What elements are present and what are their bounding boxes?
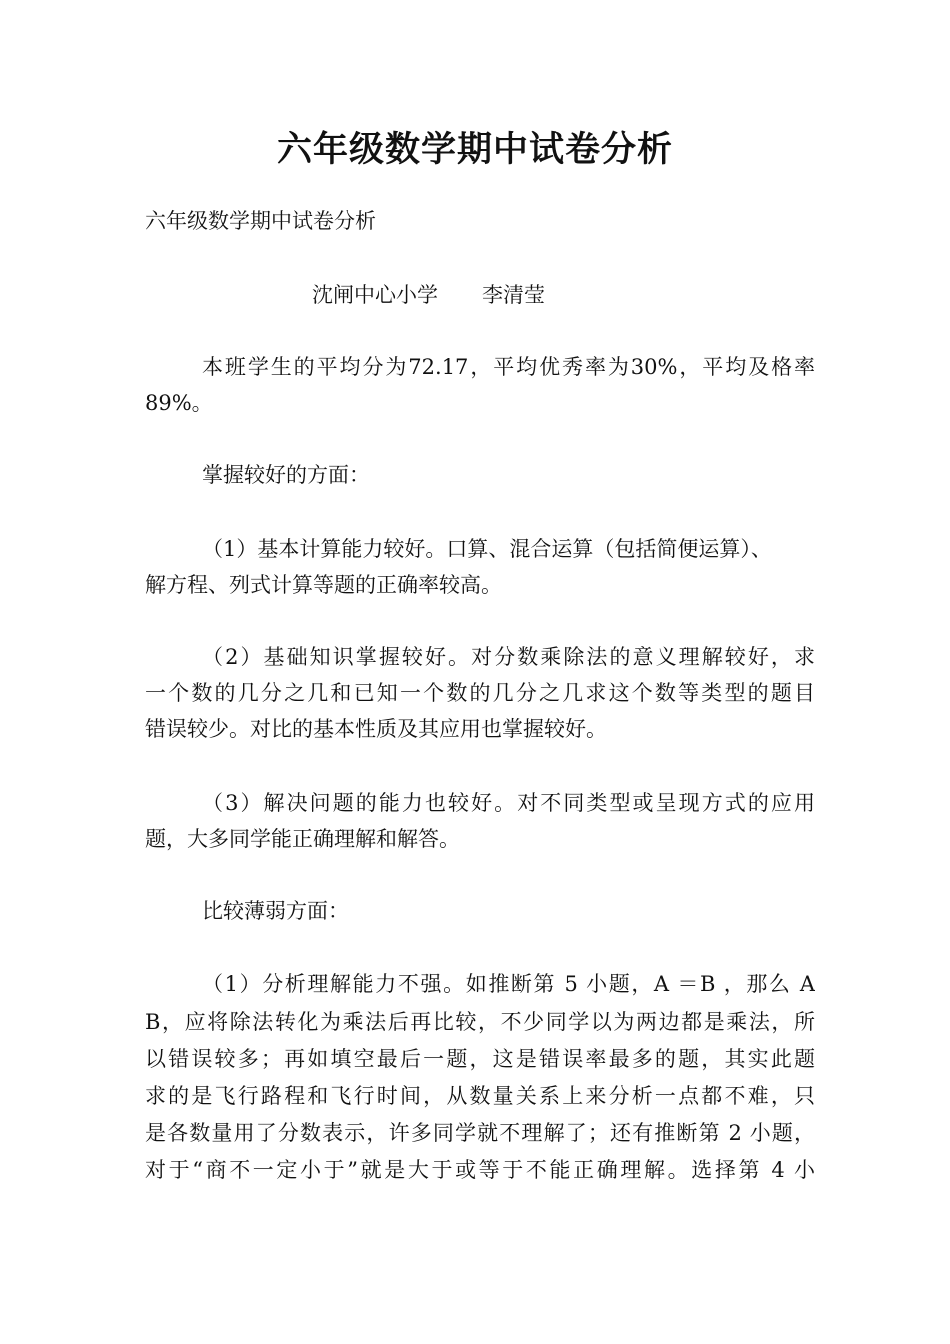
summary-line-1: 本班学生的平均分为72.17，平均优秀率为30%，平均及格率: [202, 355, 815, 379]
weak-item-1-line-2: B，应将除法转化为乘法后再比较，不少同学以为两边都是乘法，所: [145, 1010, 815, 1034]
good-item-1-line-1: （1）基本计算能力较好。口算、混合运算（包括简便运算）、: [202, 537, 772, 561]
weak-heading: 比较薄弱方面：: [202, 899, 349, 923]
good-item-3-line-1: （3）解决问题的能力也较好。对不同类型或呈现方式的应用: [202, 791, 815, 815]
weak-item-1-line-6: 对于“商不一定小于”就是大于或等于不能正确理解。选择第 4 小: [145, 1158, 815, 1182]
good-item-3-line-2: 题，大多同学能正确理解和解答。: [145, 827, 460, 851]
good-item-2-line-1: （2）基础知识掌握较好。对分数乘除法的意义理解较好，求: [202, 645, 815, 669]
good-heading: 掌握较好的方面：: [202, 463, 370, 487]
document-title: 六年级数学期中试卷分析: [276, 130, 673, 170]
good-item-1-line-2: 解方程、列式计算等题的正确率较高。: [145, 573, 502, 597]
weak-item-1-line-1: （1）分析理解能力不强。如推断第 5 小题，A ＝B ，那么 A: [202, 972, 815, 996]
author-school: 沈闸中心小学: [312, 283, 438, 307]
good-item-2-line-3: 错误较少。对比的基本性质及其应用也掌握较好。: [145, 717, 607, 741]
weak-item-1-line-3: 以错误较多；再如填空最后一题，这是错误率最多的题，其实此题: [145, 1047, 815, 1071]
author-name: 李清莹: [482, 283, 545, 307]
summary-line-2: 89%。: [145, 391, 213, 415]
weak-item-1-line-4: 求的是飞行路程和飞行时间，从数量关系上来分析一点都不难，只: [145, 1084, 815, 1108]
weak-item-1-line-5: 是各数量用了分数表示，许多同学就不理解了；还有推断第 2 小题，: [145, 1121, 815, 1145]
good-item-2-line-2: 一个数的几分之几和已知一个数的几分之几求这个数等类型的题目: [145, 681, 815, 705]
author-line: [312, 277, 712, 313]
document-subtitle: 六年级数学期中试卷分析: [145, 209, 376, 233]
